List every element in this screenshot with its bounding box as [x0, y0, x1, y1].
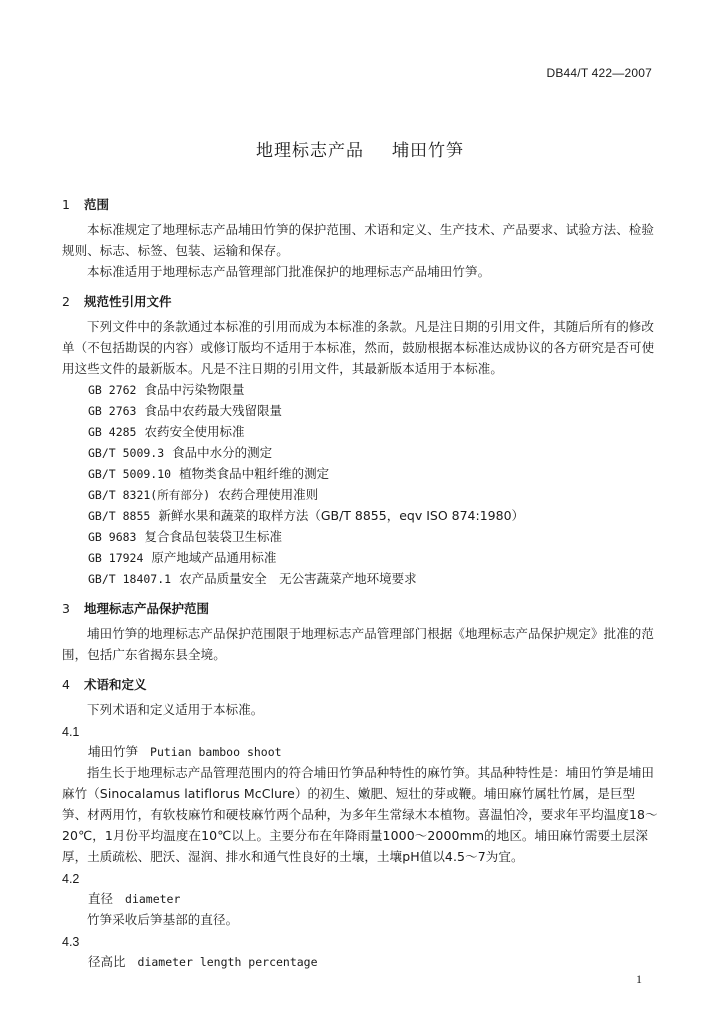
term-name [62, 889, 658, 909]
reference-name: 复合食品包装袋卫生标准 [144, 529, 282, 544]
reference-name: 农药安全使用标准 [144, 424, 245, 439]
term-en: Putian bamboo shoot [150, 745, 282, 759]
reference-item [62, 547, 658, 568]
term-definition: 竹笋采收后笋基部的直径。 [87, 912, 239, 927]
reference-name: 食品中污染物限量 [144, 382, 245, 397]
reference-code: GB 2763 [88, 404, 137, 418]
title-part-1: 地理标志产品 [256, 141, 364, 161]
term-en: diameter [125, 892, 181, 906]
section-heading-terms-definitions [62, 675, 658, 695]
reference-name: 食品中水分的测定 [172, 445, 273, 460]
term-name [62, 952, 658, 972]
section-title: 范围 [84, 197, 110, 212]
term-zh: 埔田竹笋 [88, 744, 139, 759]
term-zh: 直径 [88, 891, 114, 906]
document-body [62, 195, 658, 972]
reference-code: GB 2762 [88, 383, 137, 397]
section-heading-protection-scope [62, 599, 658, 619]
section-number: 2 [62, 294, 70, 309]
reference-item [62, 526, 658, 547]
term-number: 4.1 [62, 725, 80, 739]
reference-item [62, 421, 658, 442]
document-code: DB44/T 422—2007 [546, 66, 652, 80]
term-number: 4.2 [62, 872, 80, 886]
reference-item [62, 379, 658, 400]
term-name [62, 742, 658, 762]
reference-name: 食品中农药最大残留限量 [144, 403, 282, 418]
reference-name: 农药合理使用准则 [218, 487, 319, 502]
reference-item [62, 505, 658, 526]
reference-code: GB/T 8321(所有部分) [88, 488, 211, 502]
reference-name: 农产品质量安全 无公害蔬菜产地环境要求 [179, 571, 417, 586]
reference-name: 原产地域产品通用标准 [151, 550, 277, 565]
reference-code: GB/T 5009.3 [88, 446, 165, 460]
document-title [0, 136, 720, 161]
reference-code: GB 9683 [88, 530, 137, 544]
paragraph: 下列术语和定义适用于本标准。 [87, 702, 264, 717]
section-number: 4 [62, 677, 70, 692]
reference-item [62, 568, 658, 589]
term-number: 4.3 [62, 935, 80, 949]
reference-item [62, 400, 658, 421]
term-zh: 径高比 [88, 954, 126, 969]
reference-code: GB/T 5009.10 [88, 467, 172, 481]
reference-name: 植物类食品中粗纤维的测定 [179, 466, 330, 481]
paragraph: 本标准适用于地理标志产品管理部门批准保护的地理标志产品埔田竹笋。 [87, 264, 491, 279]
section-title: 术语和定义 [84, 677, 147, 692]
paragraph: 本标准规定了地理标志产品埔田竹笋的保护范围、术语和定义、生产技术、产品要求、试验方法、检验规则、标志、标签、包装、运输和保存。 [62, 222, 655, 258]
section-number: 1 [62, 197, 70, 212]
section-number: 3 [62, 601, 70, 616]
paragraph: 埔田竹笋的地理标志产品保护范围限于地理标志产品管理部门根据《地理标志产品保护规定》批准的范围，包括广东省揭东县全境。 [62, 626, 655, 662]
reference-item [62, 463, 658, 484]
section-heading-normative-references [62, 292, 658, 312]
page-number: 1 [636, 972, 642, 986]
reference-code: GB 4285 [88, 425, 137, 439]
reference-code: GB 17924 [88, 551, 144, 565]
term-en: diameter length percentage [137, 955, 318, 969]
title-part-2: 埔田竹笋 [392, 141, 464, 161]
reference-item [62, 442, 658, 463]
section-heading-scope [62, 195, 658, 215]
reference-list [62, 379, 658, 589]
reference-name: 新鲜水果和蔬菜的取样方法（GB/T 8855，eqv ISO 874:1980） [158, 508, 525, 523]
reference-item [62, 484, 658, 505]
reference-code: GB/T 18407.1 [88, 572, 172, 586]
reference-code: GB/T 8855 [88, 509, 151, 523]
paragraph: 下列文件中的条款通过本标准的引用而成为本标准的条款。凡是注日期的引用文件，其随后所有的修改单（不包括勘误的内容）或修订版均不适用于本标准，然而，鼓励根据本标准达成协议的各方研究是否可使用这些文件的最新版本。凡是不注日期的引用文件，其最新版本适用于本标准。 [62, 319, 655, 376]
section-title: 地理标志产品保护范围 [84, 601, 210, 616]
term-definition: 指生长于地理标志产品管理范围内的符合埔田竹笋品种特性的麻竹笋。其品种特性是：埔田竹笋是埔田麻竹（Sinocalamus latiflorus McClure）的初生、嫩肥、短壮的芽或鞭。埔田麻竹属牡竹属，是巨型笋、材两用竹，有软枝麻竹和硬枝麻竹两个品种，为多年生常绿木本植物。喜温怕冷，要求年平均温度18～20℃，1月份平均温度在10℃以上。主要分布在年降雨量1000～2000mm的地区。埔田麻竹需要土层深厚，土质疏松、肥沃、湿润、排水和通气性良好的土壤，土壤pH值以4.5～7为宜。 [62, 765, 658, 864]
section-title: 规范性引用文件 [84, 294, 172, 309]
